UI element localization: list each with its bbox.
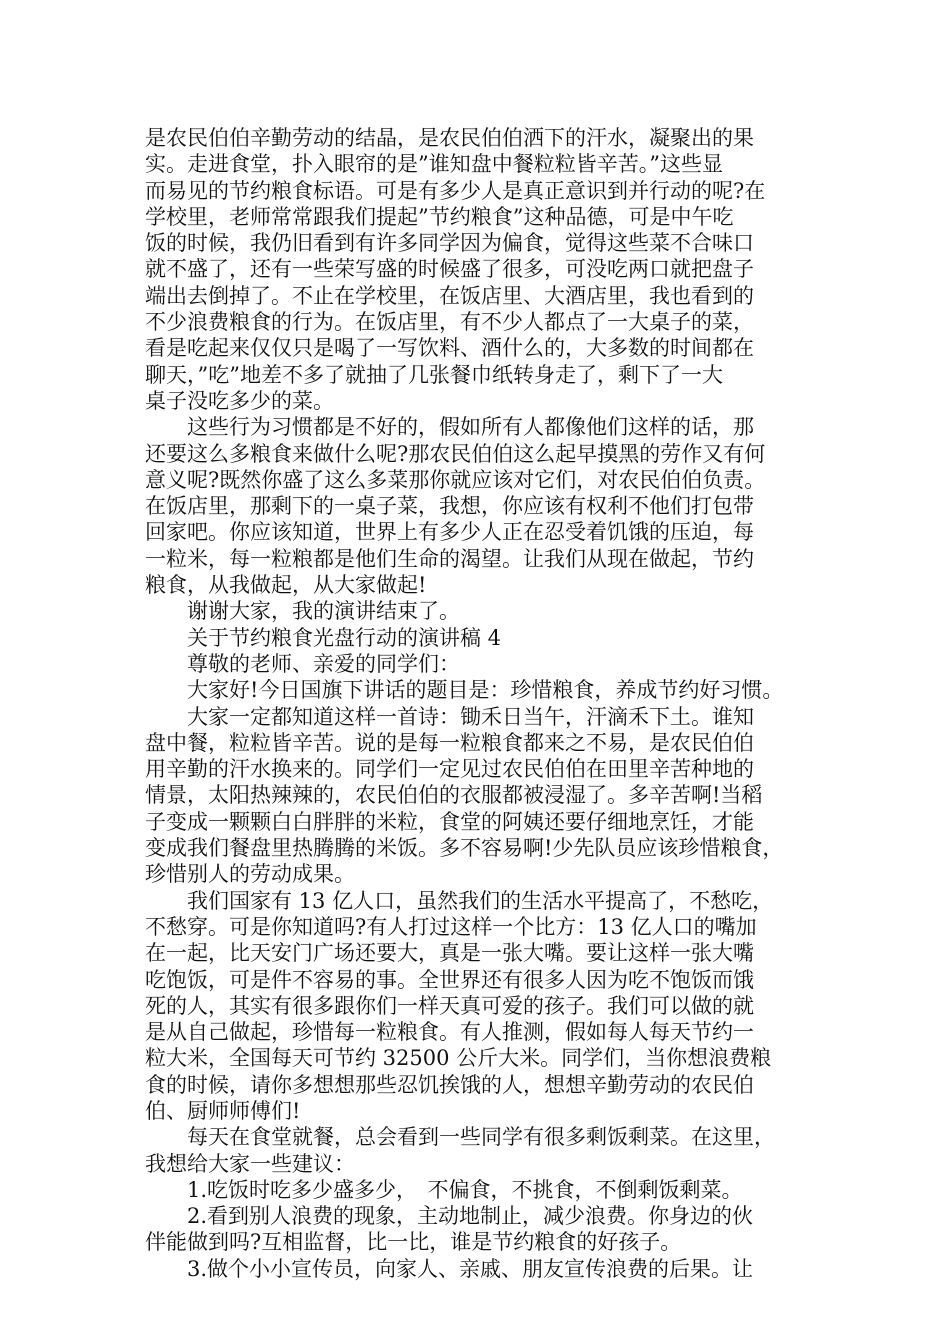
text-line: 变成我们餐盘里热腾腾的米饭。多不容易啊!少先队员应该珍惜粮食， bbox=[145, 836, 784, 861]
text-line: 3.做个小小宣传员，向家人、亲戚、朋友宣传浪费的后果。让 bbox=[145, 1256, 754, 1281]
text-line: 情景，太阳热辣辣的，农民伯伯的衣服都被浸湿了。多辛苦啊!当稻 bbox=[145, 783, 763, 808]
text-line: 我们国家有 13 亿人口，虽然我们的生活水平提高了，不愁吃， bbox=[145, 888, 774, 913]
text-line: 珍惜别人的劳动成果。 bbox=[145, 862, 355, 887]
paragraph bbox=[145, 414, 820, 598]
text-line: 在一起，比天安门广场还要大，真是一张大嘴。要让这样一张大嘴 bbox=[145, 941, 754, 966]
text-line: 意义呢?既然你盛了这么多菜那你就应该对它们，对农民伯伯负责。 bbox=[145, 467, 766, 492]
text-line: 回家吧。你应该知道，世界上有多少人正在忍受着饥饿的压迫，每 bbox=[145, 520, 754, 545]
text-line: 用辛勤的汗水换来的。同学们一定见过农民伯伯在田里辛苦种地的 bbox=[145, 757, 754, 782]
text-line: 谢谢大家，我的演讲结束了。 bbox=[145, 599, 460, 624]
text-line: 食的时候，请你多想想那些忍饥挨饿的人，想想辛勤劳动的农民伯 bbox=[145, 1072, 754, 1097]
text-line: 大家好!今日国旗下讲话的题目是：珍惜粮食，养成节约好习惯。 bbox=[145, 678, 784, 703]
text-line: 不愁穿。可是你知道吗?有人打过这样一个比方：13 亿人口的嘴加 bbox=[145, 914, 757, 939]
text-line: 吃饱饭，可是件不容易的事。全世界还有很多人因为吃不饱饭而饿 bbox=[145, 967, 754, 992]
paragraph bbox=[145, 651, 820, 677]
paragraph bbox=[145, 1124, 820, 1177]
text-line: 盘中餐，粒粒皆辛苦。说的是每一粒粮食都来之不易，是农民伯伯 bbox=[145, 730, 754, 755]
text-line: 我想给大家一些建议： bbox=[145, 1151, 355, 1176]
text-line: 1.吃饭时吃多少盛多少， 不偏食，不挑食，不倒剩饭剩菜。 bbox=[145, 1177, 743, 1202]
paragraph bbox=[145, 625, 820, 651]
text-line: 一粒米，每一粒粮都是他们生命的渴望。让我们从现在做起，节约 bbox=[145, 546, 754, 571]
text-line: 关于节约粮食光盘行动的演讲稿 4 bbox=[145, 625, 502, 650]
text-line: 饭的时候，我仍旧看到有许多同学因为偏食，觉得这些菜不合味口 bbox=[145, 231, 754, 256]
text-line: 是从自己做起，珍惜每一粒粮食。有人推测，假如每人每天节约一 bbox=[145, 1020, 754, 1045]
text-line: 看是吃起来仅仅只是喝了一写饮料、酒什么的，大多数的时间都在 bbox=[145, 336, 754, 361]
text-line: 伯、厨师师傅们! bbox=[145, 1098, 301, 1123]
paragraph bbox=[145, 1256, 820, 1282]
paragraph bbox=[145, 888, 820, 1125]
text-line: 聊天，”吃”地差不多了就抽了几张餐巾纸转身走了，剩下了一大 bbox=[145, 362, 723, 387]
paragraph bbox=[145, 1203, 820, 1256]
text-line: 这些行为习惯都是不好的，假如所有人都像他们这样的话，那 bbox=[145, 415, 754, 440]
text-line: 是农民伯伯辛勤劳动的结晶，是农民伯伯洒下的汗水，凝聚出的果 bbox=[145, 126, 754, 150]
text-line: 不少浪费粮食的行为。在饭店里，有不少人都点了一大桌子的菜， bbox=[145, 310, 754, 335]
paragraph bbox=[145, 1177, 820, 1203]
text-line: 2.看到别人浪费的现象，主动地制止，减少浪费。你身边的伙 bbox=[145, 1204, 754, 1229]
text-line: 而易见的节约粮食标语。可是有多少人是真正意识到并行动的呢?在 bbox=[145, 178, 766, 203]
text-line: 在饭店里，那剩下的一桌子菜，我想，你应该有权利不他们打包带 bbox=[145, 494, 754, 519]
text-line: 端出去倒掉了。不止在学校里，在饭店里、大酒店里，我也看到的 bbox=[145, 283, 754, 308]
text-line: 粮食，从我做起，从大家做起! bbox=[145, 573, 427, 598]
text-line: 伴能做到吗?互相监督，比一比，谁是节约粮食的好孩子。 bbox=[145, 1230, 682, 1255]
text-line: 子变成一颗颗白白胖胖的米粒，食堂的阿姨还要仔细地烹饪，才能 bbox=[145, 809, 754, 834]
paragraph bbox=[145, 598, 820, 624]
text-line: 尊敬的老师、亲爱的同学们： bbox=[145, 651, 460, 676]
text-line: 还要这么多粮食来做什么呢?那农民伯伯这么起早摸黑的劳作又有何 bbox=[145, 441, 766, 466]
text-line: 死的人，其实有很多跟你们一样天真可爱的孩子。我们可以做的就 bbox=[145, 993, 754, 1018]
text-line: 粒大米，全国每天可节约 32500 公斤大米。同学们，当你想浪费粮 bbox=[145, 1046, 772, 1071]
text-line: 大家一定都知道这样一首诗：锄禾日当午，汗滴禾下土。谁知 bbox=[145, 704, 754, 729]
speech-text-body bbox=[145, 125, 820, 1282]
text-line: 就不盛了，还有一些荣写盛的时候盛了很多，可没吃两口就把盘子 bbox=[145, 257, 754, 282]
text-line: 每天在食堂就餐，总会看到一些同学有很多剩饭剩菜。在这里， bbox=[145, 1125, 775, 1150]
paragraph bbox=[145, 125, 820, 414]
text-line: 桌子没吃多少的菜。 bbox=[145, 388, 334, 413]
paragraph bbox=[145, 677, 820, 703]
paragraph bbox=[145, 704, 820, 888]
text-line: 学校里，老师常常跟我们提起”节约粮食”这种品德，可是中午吃 bbox=[145, 204, 734, 229]
text-line: 实。走进食堂，扑入眼帘的是”谁知盘中餐粒粒皆辛苦。”这些显 bbox=[145, 152, 723, 177]
